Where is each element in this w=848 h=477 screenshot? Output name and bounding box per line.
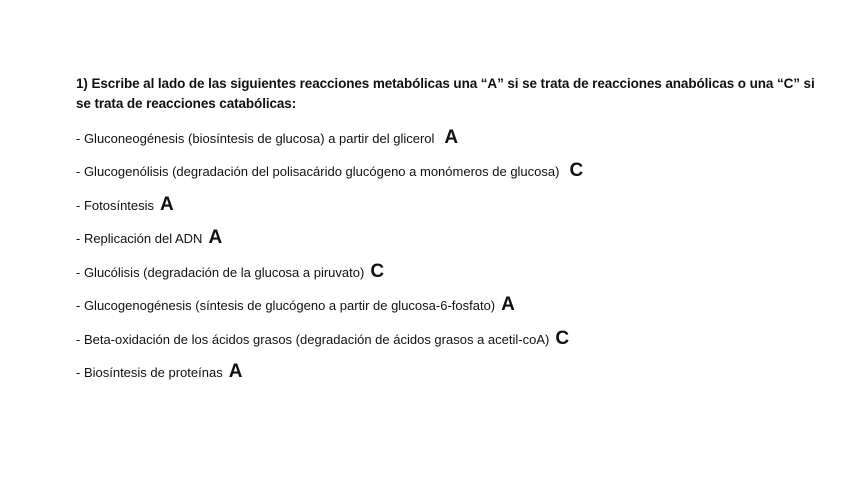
answer-letter: A: [444, 126, 459, 148]
reaction-text: - Replicación del ADN: [76, 231, 203, 247]
reaction-text: - Biosíntesis de proteínas: [76, 365, 223, 381]
list-item: [76, 323, 816, 357]
question-heading: 1) Escribe al lado de las siguientes reacciones metabólicas una “A” si se trata de reacciones anabólicas o una “C” si se trata de reacciones catabólicas:: [76, 76, 815, 111]
answer-letter: A: [160, 193, 174, 215]
answer-letter: C: [370, 260, 385, 282]
answer-letter: A: [228, 361, 243, 383]
list-item: [76, 156, 816, 190]
reaction-text: - Gluconeogénesis (biosíntesis de glucosa) a partir del glicerol: [76, 130, 435, 146]
list-item: [76, 189, 816, 223]
answer-letter: C: [569, 160, 584, 182]
reaction-list: [76, 122, 816, 390]
reaction-text: - Fotosíntesis: [76, 197, 155, 213]
list-item: [76, 223, 816, 257]
list-item: [76, 256, 816, 290]
reaction-text: - Glucólisis (degradación de la glucosa a piruvato): [76, 264, 365, 280]
reaction-text: - Glucogenólisis (degradación del polisacárido glucógeno a monómeros de glucosa): [76, 164, 560, 180]
list-item: [76, 290, 816, 324]
reaction-text: - Beta-oxidación de los ácidos grasos (degradación de ácidos grasos a acetil-coA): [76, 331, 550, 347]
list-item: [76, 357, 816, 391]
reaction-text: - Glucogenogénesis (síntesis de glucógeno a partir de glucosa-6-fosfato): [76, 298, 496, 314]
answer-letter: A: [501, 294, 515, 316]
answer-letter: A: [208, 227, 223, 249]
list-item: [76, 122, 816, 156]
answer-letter: C: [555, 327, 570, 349]
